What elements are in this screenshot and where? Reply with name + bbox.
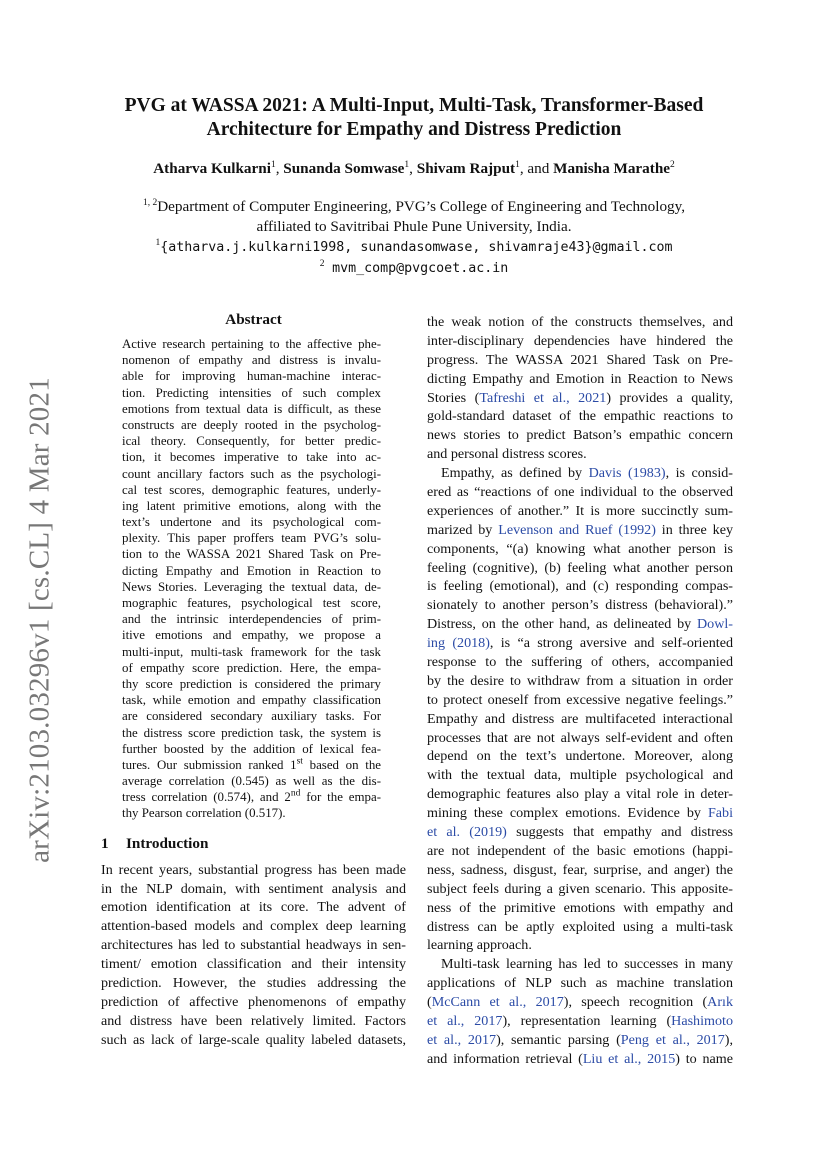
- body-text: mining these complex emotions. Evidence by: [427, 805, 708, 822]
- body-line: dicting Empathy and Emotion in Reaction to News: [427, 370, 733, 387]
- body-line: attention-based models and complex deep learning: [101, 918, 406, 935]
- body-line: prediction of affective phenomenons of empathy: [101, 993, 406, 1010]
- body-line: ness, sadness, disgust, fear, surprise, and anger) the: [427, 861, 733, 878]
- abstract-line: average correlation (0.545) as well as the dis-: [122, 774, 381, 789]
- email-address: mvm_comp@pvgcoet.ac.in: [332, 261, 509, 276]
- email-addresses: {atharva.j.kulkarni1998, sunandasomwase, shivamraje43}@gmail.com: [160, 240, 673, 255]
- email-mark: 2: [319, 258, 325, 269]
- citation-link[interactable]: Peng et al., 2017: [620, 1031, 725, 1048]
- abstract-line: tion to the WASSA 2021 Shared Task on Pre-: [122, 547, 381, 562]
- affiliation-mark: 1, 2: [142, 197, 158, 208]
- body-line: processes that are not always self-evident and often: [427, 729, 733, 746]
- abstract-line: mographic features, psychological test score,: [122, 596, 381, 610]
- abstract-line: ing latent primitive emotions, along with the: [122, 498, 381, 513]
- title-line: Architecture for Empathy and Distress Prediction: [206, 119, 622, 140]
- body-line: progress. The WASSA 2021 Shared Task on Pre-: [427, 351, 733, 368]
- citation-link[interactable]: et al., 2017: [427, 1031, 497, 1048]
- abstract-line: of empathy score prediction. Here, the empa-: [122, 660, 381, 675]
- citation-link[interactable]: Levenson and Ruef (1992): [498, 521, 656, 538]
- abstract-line: tion, it becomes imperative to take into ac-: [122, 450, 381, 465]
- author-affiliation-mark: 1: [515, 159, 520, 170]
- author-name: Sunanda Somwase: [283, 160, 405, 177]
- body-line: [427, 1050, 733, 1069]
- citation-link[interactable]: Dowl-: [696, 616, 733, 633]
- body-line: emotion identification at its core. The advent of: [101, 899, 406, 916]
- author-name: Shivam Rajput: [416, 160, 516, 177]
- body-line: [427, 993, 733, 1012]
- body-line: [427, 1012, 733, 1031]
- body-line: and personal distress scores.: [427, 446, 587, 463]
- author-separator: ,: [275, 160, 284, 177]
- body-line: sionately to another person’s distress (behavioral).”: [427, 597, 733, 614]
- arxiv-identifier: arXiv:2103.03296v1 [cs.CL] 4 Mar 2021: [23, 377, 56, 863]
- body-text: ), representation learning (: [502, 1012, 672, 1029]
- abstract-text: for the empa-: [300, 790, 382, 805]
- abstract-line: task, while emotion and empathy classification: [122, 693, 381, 708]
- citation-link[interactable]: McCann et al., 2017: [431, 994, 564, 1011]
- email-line: [60, 237, 768, 258]
- abstract-line: ical theory. Consequently, for better predic-: [122, 434, 381, 449]
- body-line: and distress have been relatively limited. Factors: [101, 1012, 406, 1029]
- body-line: [427, 615, 733, 634]
- abstract-line: the distress score prediction task, the system is: [122, 725, 381, 740]
- abstract-line: [122, 757, 381, 773]
- body-text: suggests that empathy and distress: [506, 824, 733, 841]
- citation-link[interactable]: Liu et al., 2015: [582, 1050, 676, 1067]
- abstract-line: and the intrinsic interdependencies of prim-: [122, 612, 381, 627]
- author-list: [60, 160, 768, 178]
- body-line: Empathy and distress are multifaceted interactional: [427, 710, 733, 727]
- intro-paragraph: [101, 861, 406, 1050]
- body-text: Stories (: [427, 389, 480, 406]
- body-text: , is consid-: [665, 465, 733, 482]
- body-text: ), speech recognition (: [563, 994, 708, 1011]
- title-line: PVG at WASSA 2021: A Multi-Input, Multi-Task, Transformer-Based: [124, 95, 704, 116]
- author-name: Manisha Marathe: [553, 160, 671, 177]
- body-line: [427, 634, 733, 653]
- body-line: feeling (cognitive), (b) feeling what another person: [427, 559, 733, 576]
- affiliation-line: [60, 197, 768, 217]
- body-line: prediction. However, the studies addressing the: [101, 974, 406, 991]
- citation-link[interactable]: ing (2018): [427, 635, 490, 652]
- body-line: Multi-task learning has led to successes in many: [441, 956, 733, 973]
- abstract-line: multi-input, multi-task framework for the task: [122, 644, 381, 659]
- citation-link[interactable]: Arık: [707, 994, 733, 1011]
- body-line: subject feels during a given scenario. This apposite-: [427, 880, 733, 897]
- author-affiliation-mark: 2: [670, 159, 675, 170]
- abstract-line: itive emotions and empathy, we propose a: [122, 628, 381, 643]
- abstract-line: dicting Empathy and Emotion in Reaction to: [122, 563, 381, 578]
- body-line: [427, 389, 733, 408]
- body-line: components, “(a) knowing what another person is: [427, 540, 733, 557]
- section-number: 1: [101, 834, 109, 852]
- body-line: learning approach.: [427, 937, 532, 954]
- body-text: and information retrieval (: [427, 1050, 583, 1067]
- abstract-line: emotions from textual data is difficult, as these: [122, 401, 381, 416]
- body-line: In recent years, substantial progress has been made: [101, 861, 406, 878]
- abstract-line: plexity. This paper proffers team PVG’s solu-: [122, 531, 381, 546]
- abstract-text: tures. Our submission ranked 1: [122, 757, 297, 772]
- body-line: architectures has led to substantial headways in sen-: [101, 937, 406, 954]
- body-line: ness of the primitive emotions with empathy and: [427, 899, 733, 916]
- body-text: ),: [724, 1031, 733, 1048]
- abstract-line: cal test scores, demographic features, underly-: [122, 482, 381, 497]
- body-text: Empathy, as defined by: [441, 465, 589, 482]
- body-line: applications of NLP such as machine translation: [427, 975, 733, 992]
- body-text: (: [427, 994, 432, 1011]
- body-line: gold-standard dataset of the empathic reactions to: [427, 408, 733, 425]
- body-line: to protect oneself from excessive negative feelings.”: [427, 691, 733, 708]
- body-line: are not independent of the basic emotions (happi-: [427, 842, 733, 859]
- body-text: ) to name: [675, 1050, 733, 1067]
- body-text: in three key: [655, 521, 733, 538]
- email-mark: 1: [155, 237, 161, 248]
- ordinal-suffix: st: [296, 756, 303, 767]
- abstract-line: thy score prediction is considered the primary: [122, 676, 381, 691]
- body-line: with the textual data, multiple psychological and: [427, 767, 733, 784]
- body-line: [427, 1031, 733, 1050]
- citation-link[interactable]: et al., 2017: [427, 1012, 503, 1029]
- abstract-line: thy Pearson correlation (0.517).: [122, 806, 286, 821]
- body-text: ), semantic parsing (: [496, 1031, 621, 1048]
- author-affiliation-mark: 1: [404, 159, 410, 170]
- body-text: Distress, on the other hand, as delineated by: [427, 616, 697, 633]
- abstract-line: able for improving human-machine interac-: [122, 369, 381, 384]
- body-line: [427, 804, 733, 823]
- body-line: is feeling (emotional), and (c) responding compas-: [427, 578, 733, 595]
- author-separator: , and: [519, 160, 554, 177]
- abstract-line: nomenon of empathy and distress is invalu-: [122, 353, 381, 368]
- body-line: in the NLP domain, with sentiment analysis and: [101, 880, 406, 897]
- body-line: by the desire to withdraw from a situation in order: [427, 672, 733, 689]
- body-text: , is “a strong aversive and self-oriented: [489, 635, 733, 652]
- author-affiliation-mark: 1: [270, 159, 276, 170]
- author-name: Atharva Kulkarni: [153, 160, 271, 177]
- body-line: [427, 823, 733, 842]
- abstract-line: tion. Predicting intensities of such complex: [122, 385, 381, 400]
- affiliations: [60, 197, 768, 279]
- body-line: demographic features also play a vital role in deter-: [427, 786, 733, 803]
- left-column: [101, 310, 406, 1050]
- body-line: inter-disciplinary dependencies have hindered the: [427, 332, 733, 349]
- body-line: the weak notion of the constructs themselves, and: [427, 314, 733, 330]
- body-line: such as lack of large-scale quality labeled datasets,: [101, 1031, 406, 1048]
- ordinal-suffix: nd: [290, 788, 301, 799]
- body-line: response to the suffering of others, accompanied: [427, 654, 733, 671]
- affiliation-text: Department of Computer Engineering, PVG’s College of Engineering and Technology,: [157, 198, 686, 215]
- abstract-line: News Stories. Leveraging the textual data, de-: [122, 579, 381, 594]
- body-line: experiences of another.” It is more succinctly sum-: [427, 502, 733, 519]
- abstract-line: [122, 789, 381, 805]
- body-line: [427, 521, 733, 540]
- section-heading: [101, 831, 406, 861]
- abstract-line: constructs are deeply rooted in the psycholog-: [122, 417, 381, 432]
- abstract-line: count ancillary factors such as the psychologi-: [122, 466, 381, 481]
- citation-link[interactable]: Fabi: [707, 805, 733, 822]
- body-line: ered as “reactions of one individual to the observed: [427, 484, 733, 501]
- body-line: distress can be aptly exploited using a multi-task: [427, 918, 733, 935]
- abstract-line: Active research pertaining to the affective phe-: [122, 337, 381, 351]
- section-title: Introduction: [126, 834, 209, 852]
- paper-title: [60, 94, 768, 142]
- abstract-line: text’s undertone and its psychological com-: [122, 515, 381, 530]
- citation-link[interactable]: Tafreshi et al., 2021: [479, 389, 607, 406]
- abstract-body: [122, 336, 381, 822]
- abstract-heading: Abstract: [225, 311, 282, 328]
- author-separator: ,: [409, 160, 417, 177]
- body-text: ) provides a quality,: [606, 389, 733, 406]
- body-text: marized by: [427, 521, 499, 538]
- body-line: depend on the text’s undertone. Moreover, along: [427, 748, 733, 765]
- body-line: news stories to predict Batson’s empathic concern: [427, 427, 733, 444]
- citation-link[interactable]: Hashimoto: [671, 1012, 733, 1029]
- body-line: timent/ emotion classification and their intensity: [101, 956, 406, 973]
- abstract-line: are considered secondary auxiliary tasks. For: [122, 709, 381, 724]
- affiliation-line: affiliated to Savitribai Phule Pune University, India.: [256, 218, 572, 235]
- email-line: [60, 258, 768, 279]
- right-column: [427, 313, 733, 1069]
- abstract-line: further boosted by the addition of lexical fea-: [122, 741, 381, 756]
- citation-link[interactable]: et al. (2019): [427, 824, 507, 841]
- abstract-text: based on the: [302, 757, 381, 772]
- citation-link[interactable]: Davis (1983): [588, 465, 666, 482]
- arxiv-sidebar: [22, 360, 58, 880]
- body-line: [427, 464, 733, 483]
- abstract-text: tress correlation (0.574), and 2: [122, 790, 291, 805]
